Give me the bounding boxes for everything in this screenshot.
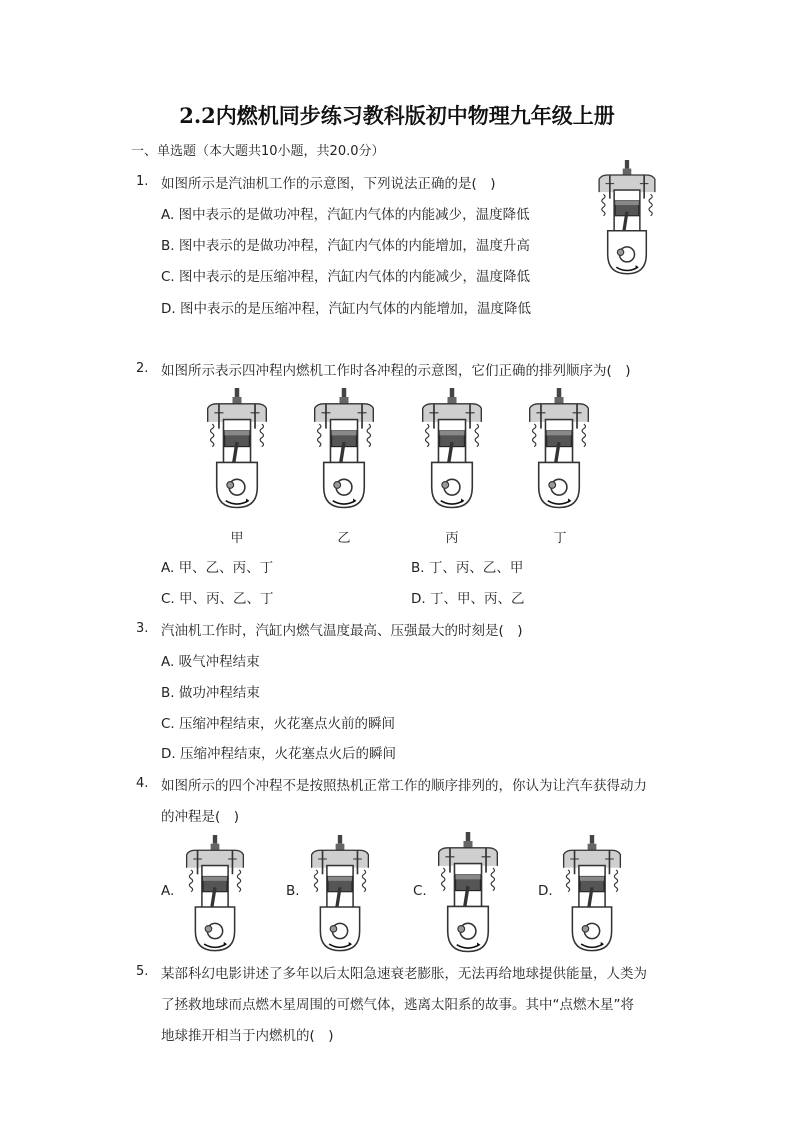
option-c-label[interactable]: C.: [413, 883, 427, 899]
question-text-line1: 某部科幻电影讲述了多年以后太阳急速衰老膨胀，无法再给地球提供能量，人类为: [161, 966, 647, 982]
question-number: 5.: [136, 964, 149, 979]
engine-diagram-b[interactable]: [307, 835, 373, 955]
caption-jia: 甲: [230, 531, 244, 546]
question-number: 2.: [136, 361, 149, 376]
option-a[interactable]: A. 图中表示的是做功冲程，汽缸内气体的内能减少，温度降低: [161, 207, 530, 223]
question-text-line2: 的冲程是( ): [161, 809, 240, 825]
engine-diagram-yi: [310, 388, 378, 512]
option-a[interactable]: A. 甲、乙、丙、丁: [161, 560, 274, 576]
engine-diagram-c[interactable]: [434, 832, 502, 956]
option-a-label[interactable]: A.: [161, 883, 175, 899]
option-c[interactable]: C. 压缩冲程结束，火花塞点火前的瞬间: [161, 716, 396, 732]
engine-diagram-bing: [418, 388, 486, 512]
engine-diagram-ding: [525, 388, 593, 512]
engine-diagram: [596, 160, 658, 278]
question-number: 1.: [136, 174, 149, 189]
question-text-line1: 如图所示的四个冲程不是按照热机正常工作的顺序排列的，你认为让汽车获得动力: [161, 778, 647, 794]
question-number: 3.: [136, 621, 149, 636]
option-b-label[interactable]: B.: [286, 883, 300, 899]
option-b[interactable]: B. 丁、丙、乙、甲: [411, 560, 524, 576]
engine-diagram-jia: [203, 388, 271, 512]
option-c[interactable]: C. 图中表示的是压缩冲程，汽缸内气体的内能减少，温度降低: [161, 269, 531, 285]
option-b[interactable]: B. 做功冲程结束: [161, 685, 260, 701]
question-text: 汽油机工作时，汽缸内燃气温度最高、压强最大的时刻是( ): [161, 623, 523, 639]
question-text-line3: 地球推开相当于内燃机的( ): [161, 1028, 334, 1044]
question-text: 如图所示是汽油机工作的示意图，下列说法正确的是( ): [161, 176, 496, 192]
caption-ding: 丁: [553, 531, 567, 546]
option-a[interactable]: A. 吸气冲程结束: [161, 654, 260, 670]
option-d-label[interactable]: D.: [538, 883, 553, 899]
engine-diagram-a[interactable]: [182, 835, 248, 955]
option-d[interactable]: D. 丁、甲、丙、乙: [411, 591, 525, 607]
section-heading: 一、单选题（本大题共10小题，共20.0分）: [131, 144, 385, 159]
question-text: 如图所示表示四冲程内燃机工作时各冲程的示意图，它们正确的排列顺序为( ): [161, 363, 631, 379]
engine-diagram-d[interactable]: [559, 835, 625, 955]
option-d[interactable]: D. 压缩冲程结束，火花塞点火后的瞬间: [161, 746, 396, 762]
option-d[interactable]: D. 图中表示的是压缩冲程，汽缸内气体的内能增加，温度降低: [161, 301, 531, 317]
question-number: 4.: [136, 776, 149, 791]
caption-yi: 乙: [337, 531, 351, 546]
caption-bing: 丙: [445, 531, 459, 546]
page-title: 2.2内燃机同步练习教科版初中物理九年级上册: [179, 103, 615, 128]
question-text-line2: 了拯救地球而点燃木星周围的可燃气体，逃离太阳系的故事。其中“点燃木星”将: [161, 997, 634, 1013]
option-b[interactable]: B. 图中表示的是做功冲程，汽缸内气体的内能增加，温度升高: [161, 238, 530, 254]
option-c[interactable]: C. 甲、丙、乙、丁: [161, 591, 274, 607]
